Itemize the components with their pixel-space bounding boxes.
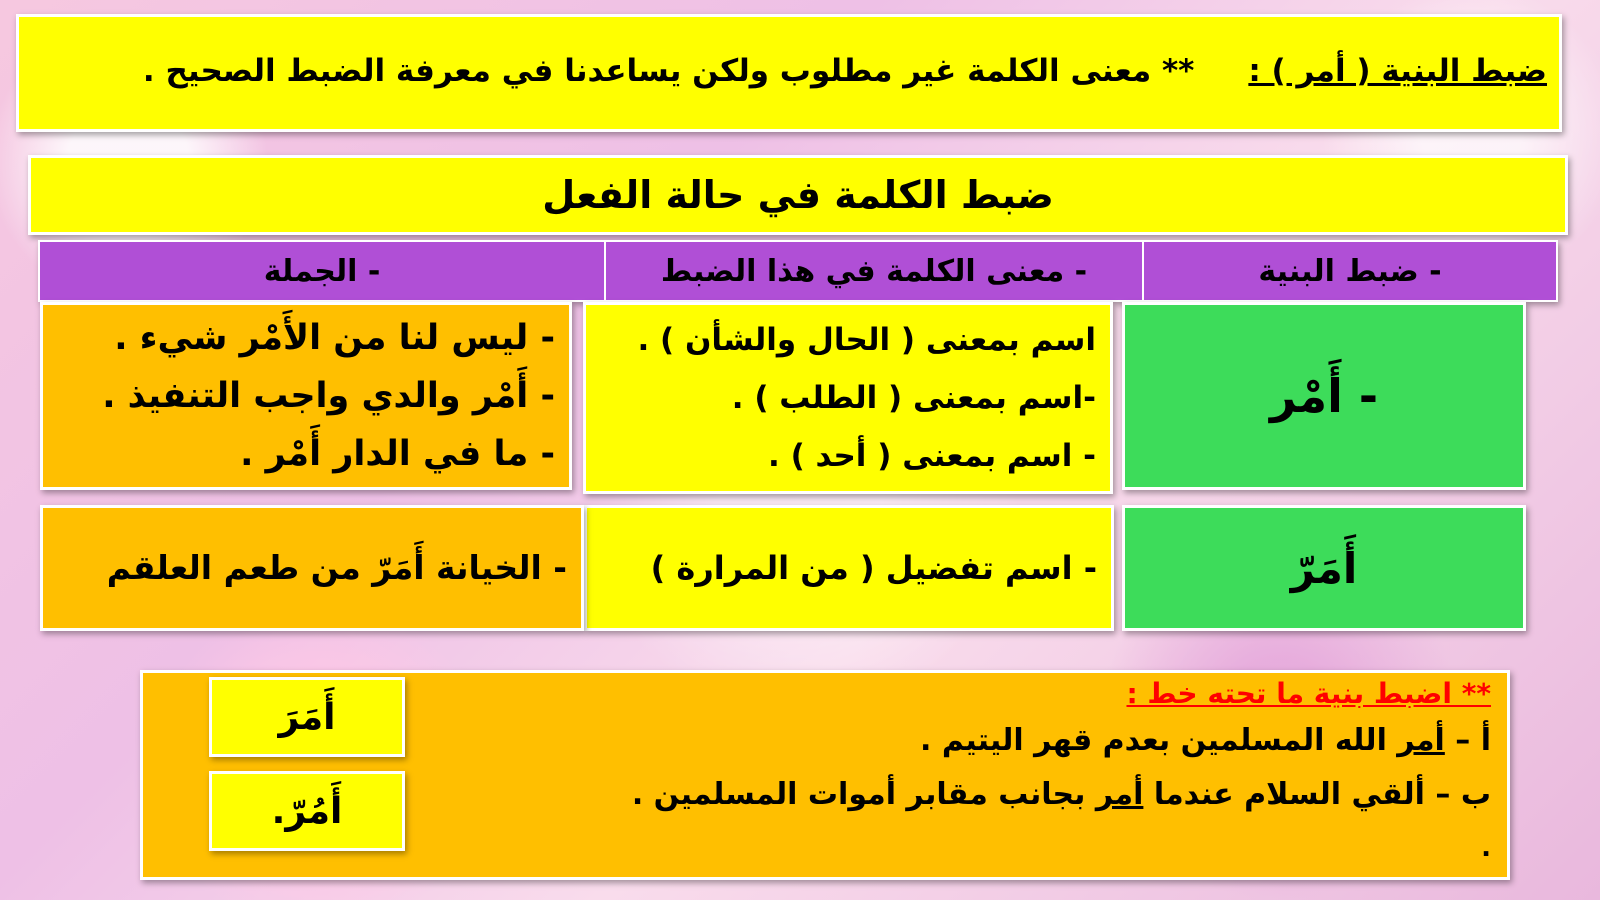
- answer-b-box: [209, 771, 405, 851]
- exercise-trailing-dot: .: [1481, 833, 1491, 863]
- header-form: - ضبط البنية: [1142, 242, 1556, 300]
- row1-form-cell: [1122, 302, 1526, 490]
- exercise-line-a: [920, 723, 1491, 758]
- table-header: [38, 240, 1558, 302]
- answer-b: أَمُرّ.: [271, 790, 343, 832]
- exercise-b-prefix: ب – ألقي السلام عندما: [1143, 777, 1491, 812]
- row1-sentence-cell: [40, 302, 572, 490]
- row2-sentence-cell: [40, 505, 584, 631]
- row1-meaning-1: اسم بمعنى ( الحال والشأن ) .: [637, 322, 1096, 358]
- exercise-box: [140, 670, 1510, 880]
- row2-meaning-1: - اسم تفضيل ( من المرارة ): [650, 549, 1097, 587]
- row1-sentence-3: - ما في الدار أَمْر .: [240, 434, 555, 474]
- exercise-b-rest: بجانب مقابر أموات المسلمين .: [631, 777, 1096, 812]
- row1-sentence-1: - ليس لنا من الأَمْر شيء .: [114, 318, 555, 358]
- header-sentence: - الجملة: [263, 253, 381, 289]
- exercise-a-word: أمر: [1397, 723, 1445, 758]
- exercise-title: ** اضبط بنية ما تحته خط :: [1126, 677, 1491, 710]
- row1-meaning-2: -اسم بمعنى ( الطلب ) .: [731, 380, 1096, 416]
- row2-meaning-cell: [584, 505, 1114, 631]
- exercise-line-b: [632, 777, 1491, 812]
- row1-meaning-cell: [583, 302, 1113, 494]
- answer-a-box: [209, 677, 405, 757]
- top-banner: [16, 14, 1562, 132]
- banner-heading: ضبط البنية ( أمر ) :: [1248, 53, 1547, 89]
- exercise-a-prefix: أ –: [1444, 723, 1491, 758]
- row2-form-cell: [1122, 505, 1526, 631]
- exercise-a-rest: الله المسلمين بعدم قهر اليتيم .: [920, 723, 1398, 758]
- section-title: [28, 155, 1568, 235]
- banner-line: [143, 53, 1547, 89]
- exercise-b-word: أمر: [1095, 777, 1144, 812]
- header-meaning: - معنى الكلمة في هذا الضبط: [604, 242, 1142, 300]
- row1-form: - أَمْر: [1270, 369, 1378, 423]
- section-title-text: ضبط الكلمة في حالة الفعل: [542, 173, 1054, 217]
- row1-sentence-2: - أَمْر والدي واجب التنفيذ .: [102, 376, 555, 416]
- row2-form: أَمَرّ: [1290, 543, 1358, 593]
- row2-sentence-1: - الخيانة أَمَرّ من طعم العلقم: [106, 548, 567, 587]
- banner-note: ** معنى الكلمة غير مطلوب ولكن يساعدنا في معرفة الضبط الصحيح .: [142, 53, 1195, 89]
- answer-a: أَمَرَ: [278, 696, 336, 738]
- row1-meaning-3: - اسم بمعنى ( أحد ) .: [768, 438, 1096, 474]
